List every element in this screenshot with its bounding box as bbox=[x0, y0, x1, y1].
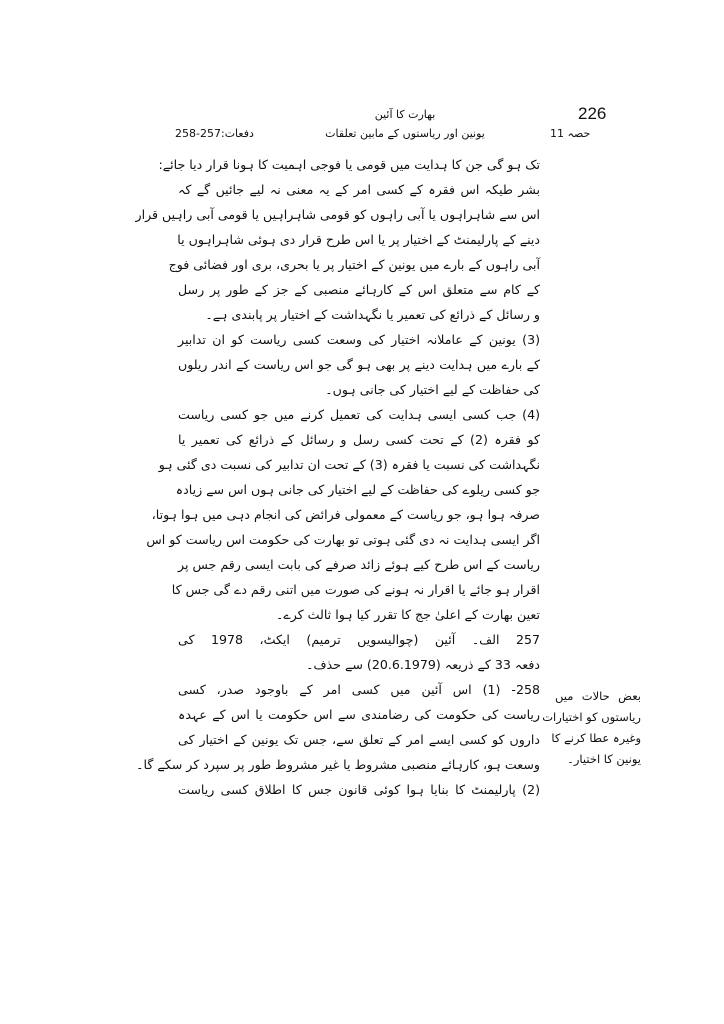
margin-note-line: وغیرہ عطا کرنے کا bbox=[551, 731, 641, 745]
text-line: جو کسی ریلوے کی حفاظت کے لیے اختیار کی جانی ہوں اس سے زیادہ bbox=[175, 482, 540, 497]
text-line: دینے کے پارلیمنٹ کے اختیار پر یا اس طرح قرار دی ہوئی شاہراہوں یا bbox=[177, 232, 540, 247]
text-line: کی حفاظت کے لیے اختیار کی جانی ہوں۔ bbox=[325, 382, 540, 397]
text-line: دفعہ 33 کے ذریعہ (20.6.1979) سے حذف۔ bbox=[306, 657, 540, 672]
body-text bbox=[135, 152, 541, 802]
text-line: ریاست کے اس طرح کیے ہوئے زائد صرفے کی بابت ایسی رقم جس پر bbox=[178, 557, 540, 572]
text-line: کو فقرہ (2) کے تحت کسی رسل و رسائل کے ذرائع کی تعمیر یا bbox=[178, 432, 541, 447]
running-title: بھارت کا آئین bbox=[374, 108, 436, 121]
text-line: ریاست کی حکومت کی رضامندی سے اس حکومت یا اس کے عہدہ bbox=[178, 707, 540, 722]
text-line: داروں کو کسی ایسے امر کے تعلق سے، جس تک یونین کے اختیار کی bbox=[178, 732, 540, 747]
text-line: اقرار ہو جائے یا اقرار نہ ہونے کی صورت میں اتنی رقم دے گی جس کا bbox=[171, 582, 540, 597]
text-line: کے کام سے متعلق اس کے کارہائے منصبی کے جز کے طور پر رسل bbox=[178, 282, 540, 297]
part-label: حصہ 11 bbox=[550, 127, 591, 140]
page-number: 226 bbox=[578, 104, 607, 123]
margin-note-line: ریاستوں کو اختیارات bbox=[542, 710, 641, 724]
text-line: تک ہو گی جن کا ہدایت میں قومی یا فوجی اہمیت کا ہونا قرار دیا جائے: bbox=[158, 157, 540, 172]
text-line: وسعت ہو، کارہائے منصبی مشروط یا غیر مشروط طور پر سپرد کر سکے گا۔ bbox=[136, 757, 540, 772]
text-line: کے بارے میں ہدایت دینے پر بھی ہو گی جو اس ریاست کے اندر ریلوں bbox=[178, 357, 540, 372]
text-line: اس سے شاہراہوں یا آبی راہوں کو قومی شاہراہیں یا قومی آبی راہیں قرار bbox=[135, 207, 540, 222]
margin-note bbox=[542, 686, 641, 770]
text-line: 257 الف۔ آئین (چوالیسویں ترمیم) ایکٹ، 1978 کی bbox=[178, 632, 540, 647]
text-line: آبی راہوں کے بارے میں یونین کے اختیار پر یا بحری، بری اور فضائی فوج bbox=[168, 257, 540, 272]
section-range: دفعات:257-258 bbox=[175, 127, 254, 140]
text-line: (3) یونین کے عاملانہ اختیار کی وسعت کسی ریاست کو ان تدابیر bbox=[178, 332, 540, 347]
margin-note-line: یونین کا اختیار۔ bbox=[567, 752, 641, 766]
text-line: (2) پارلیمنٹ کا بنایا ہوا کوئی قانون جس کا اطلاق کسی ریاست bbox=[178, 782, 540, 797]
margin-note-line: بعض حالات میں bbox=[555, 689, 641, 703]
text-line: و رسائل کے ذرائع کی تعمیر یا نگہداشت کے اختیار پر پابندی ہے۔ bbox=[205, 307, 540, 322]
text-line: اگر ایسی ہدایت نہ دی گئی ہوتی تو بھارت کی حکومت اس ریاست کو اس bbox=[146, 532, 540, 547]
text-line: (4) جب کسی ایسی ہدایت کی تعمیل کرنے میں جو کسی ریاست bbox=[178, 407, 540, 422]
text-line: بشر طیکہ اس فقرہ کے کسی امر کے یہ معنی نہ لیے جائیں گے کہ bbox=[178, 182, 540, 197]
text-line: تعین بھارت کے اعلیٰ جج کا تقرر کیا ہوا ثالث کرے۔ bbox=[275, 607, 540, 622]
text-line: صرفہ ہوا ہو، جو ریاست کے معمولی فرائض کی انجام دہی میں ہوا ہوتا، bbox=[151, 507, 540, 522]
text-line: نگہداشت کی نسبت یا فقرہ (3) کے تحت ان تدابیر کی نسبت دی گئی ہو bbox=[158, 457, 540, 472]
text-line: 258- (1) اس آئین میں کسی امر کے باوجود صدر، کسی bbox=[178, 682, 540, 697]
running-subtitle: یونین اور ریاستوں کے مابین تعلقات bbox=[325, 127, 485, 140]
